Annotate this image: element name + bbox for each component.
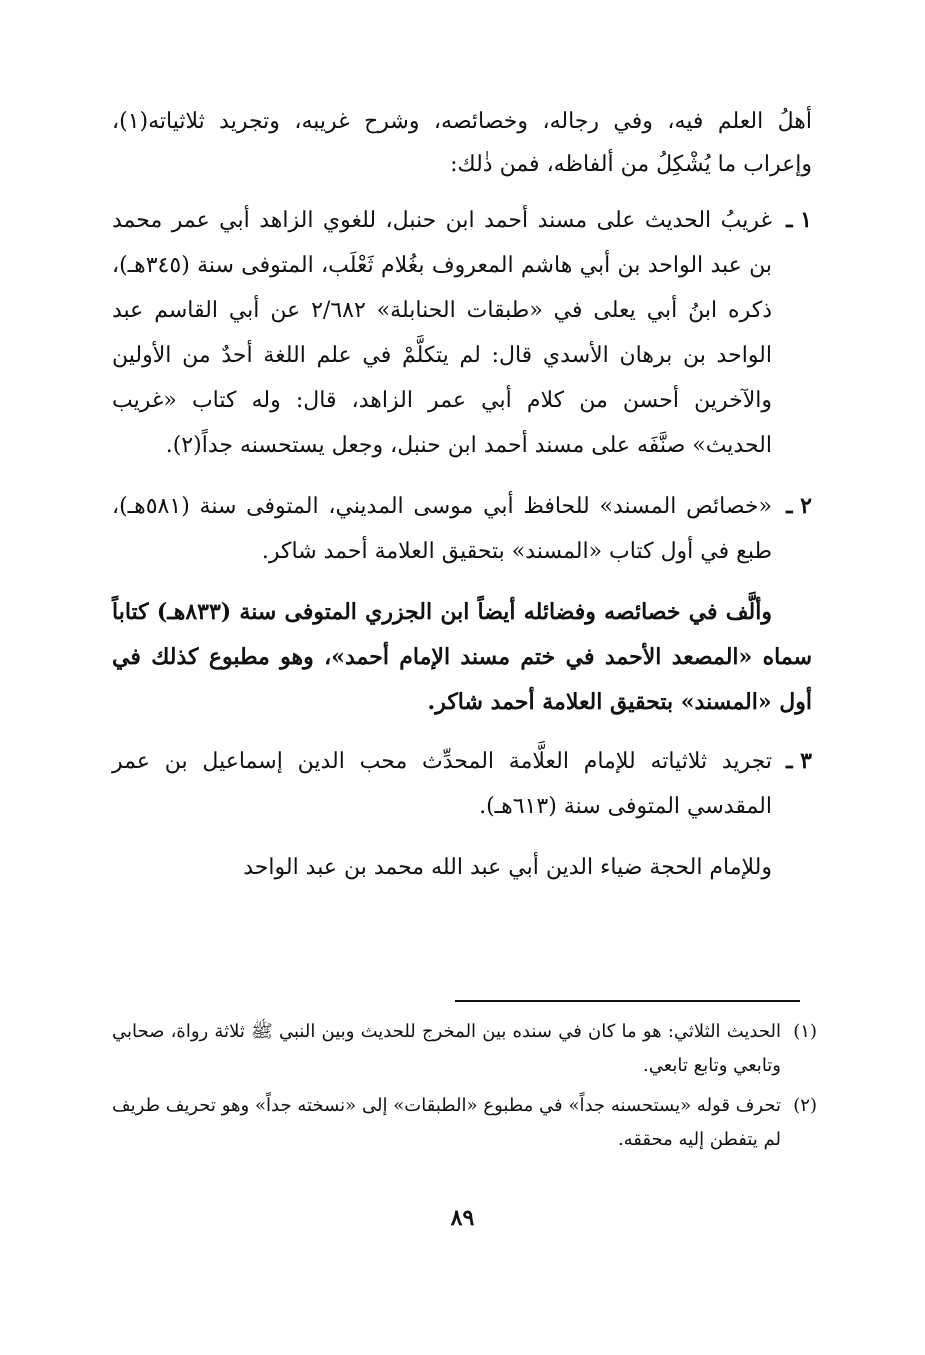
list-item-1 (112, 198, 812, 468)
main-text (112, 100, 812, 904)
footnote-number: (١) (793, 1021, 817, 1042)
list-item-number: ٣ ـ (786, 748, 812, 774)
list-item-text: تجريد ثلاثياته للإمام العلَّامة المحدِّث محب الدين إسماعيل بن عمر المقدسي المتوفى سنة (٦١٣هـ). (112, 749, 772, 819)
list-item-number: ١ ـ (786, 207, 812, 233)
footnote-1 (112, 1015, 817, 1083)
intro-paragraph: أهلُ العلم فيه، وفي رجاله، وخصائصه، وشرح غريبه، وتجريد ثلاثياته(١)، وإعراب ما يُشْكِلُ من ألفاظه، فمن ذٰلك: (112, 109, 812, 177)
footnote-divider (455, 1000, 800, 1002)
list-item-3 (112, 739, 812, 829)
paragraph-last: وللإمام الحجة ضياء الدين أبي عبد الله محمد بن عبد الواحد (243, 855, 772, 880)
list-item-text: «خصائص المسند» للحافظ أبي موسى المديني، المتوفى سنة (٥٨١هـ)، طبع في أول كتاب «المسند» بتحقيق العلامة أحمد شاكر. (112, 494, 772, 564)
footnotes (112, 1015, 817, 1163)
list-item-text: غريبُ الحديث على مسند أحمد ابن حنبل، للغوي الزاهد أبي عمر محمد بن عبد الواحد بن أبي هاشم المعروف بغُلام ثَعْلَب، المتوفى سنة (٣٤٥هـ)، ذكره ابنُ أبي يعلى في «طبقات الحنابلة» ٢/٦٨٢ عن أبي القاسم عبد الواحد بن برهان الأسدي قال: لم يتكلَّمْ في علم اللغة أحدٌ من الأولين والآخرين أحسن من كلام أبي عمر الزاهد، قال: وله كتاب «غريب الحديث» صنَّفَه على مسند أحمد ابن حنبل، وجعل يستحسنه جداً(٢). (112, 208, 772, 458)
footnote-text: الحديث الثلاثي: هو ما كان في سنده بين المخرج للحديث وبين النبي ﷺ ثلاثة رواة، صحابي وتابعي وتابع تابعي. (112, 1021, 781, 1076)
list-item-2 (112, 484, 812, 574)
paragraph-jazari: وألَّف في خصائصه وفضائله أيضاً ابن الجزري المتوفى سنة (٨٣٣هـ) كتاباً سماه «المصعد الأحمد في ختم مسند الإمام أحمد»، وهو مطبوع كذلك في أول «المسند» بتحقيق العلامة أحمد شاكر. (112, 599, 812, 715)
list-item-number: ٢ ـ (786, 493, 812, 519)
footnote-number: (٢) (793, 1095, 817, 1116)
footnote-2 (112, 1089, 817, 1157)
page-number: ٨٩ (450, 1205, 475, 1231)
footnote-text: تحرف قوله «يستحسنه جداً» في مطبوع «الطبقات» إلى «نسخته جداً» وهو تحريف طريف لم يتفطن إليه محققه. (112, 1095, 781, 1150)
